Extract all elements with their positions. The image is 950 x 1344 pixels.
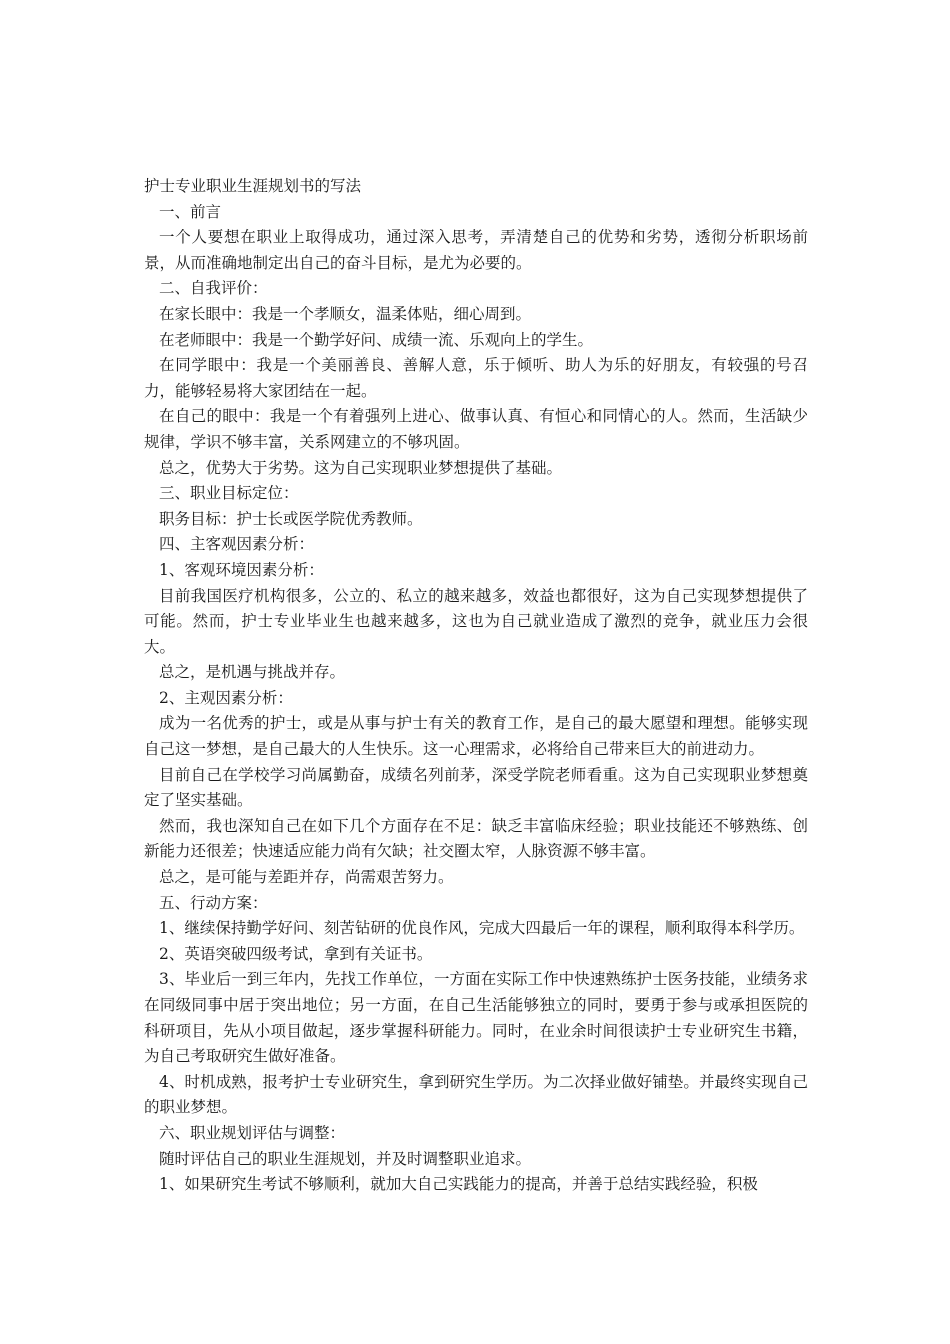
paragraph: 总之，是机遇与挑战并存。 [159, 663, 346, 682]
paragraph: 在同学眼中：我是一个美丽善良、善解人意，乐于倾听、助人为乐的好朋友，有较强的号召力，能够轻易将大家团结在一起。 [144, 356, 808, 400]
heading-evaluation: 六、职业规划评估与调整： [159, 1123, 346, 1142]
list-item: 3、毕业后一到三年内，先找工作单位，一方面在实际工作中快速熟练护士医务技能，业绩务求在同级同事中居于突出地位；另一方面，在自己生活能够独立的同时，要勇于参与或承担医院的科研项目，先从小项目做起，逐步掌握科研能力。同时，在业余时间很读护士专业研究生书籍，为自己考取研究生做好准备。 [144, 970, 808, 1066]
paragraph: 成为一名优秀的护士，或是从事与护士有关的教育工作，是自己的最大愿望和理想。能够实现自己这一梦想，是自己最大的人生快乐。这一心理需求，必将给自己带来巨大的前进动力。 [144, 714, 808, 759]
list-item: 1、如果研究生考试不够顺利，就加大自己实践能力的提高，并善于总结实践经验，积极 [159, 1175, 758, 1194]
list-item: 4、时机成熟，报考护士专业研究生，拿到研究生学历。为二次择业做好铺垫。并最终实现自己的职业梦想。 [144, 1072, 808, 1117]
paragraph: 随时评估自己的职业生涯规划，并及时调整职业追求。 [159, 1149, 532, 1168]
document-page [144, 174, 808, 1198]
heading-self-evaluation: 二、自我评价： [159, 279, 268, 298]
subheading-subjective: 2、主观因素分析： [159, 688, 293, 707]
list-item: 2、英语突破四级考试，拿到有关证书。 [159, 944, 433, 963]
paragraph: 目前自己在学校学习尚属勤奋，成绩名列前茅，深受学院老师看重。这为自己实现职业梦想奠定了坚实基础。 [144, 765, 808, 810]
paragraph: 然而，我也深知自己在如下几个方面存在不足：缺乏丰富临床经验；职业技能还不够熟练、创新能力还很差；快速适应能力尚有欠缺；社交圈太窄，人脉资源不够丰富。 [144, 816, 808, 861]
paragraph: 在家长眼中：我是一个孝顺女，温柔体贴，细心周到。 [159, 304, 532, 323]
paragraph: 总之，是可能与差距并存，尚需艰苦努力。 [159, 868, 454, 887]
paragraph: 总之，优势大于劣势。这为自己实现职业梦想提供了基础。 [159, 458, 563, 477]
heading-preface: 一、前言 [159, 202, 222, 221]
heading-factor-analysis: 四、主客观因素分析： [159, 535, 315, 554]
paragraph: 职务目标：护士长或医学院优秀教师。 [159, 509, 423, 528]
heading-career-goal: 三、职业目标定位： [159, 484, 299, 503]
paragraph: 在自己的眼中：我是一个有着强列上进心、做事认真、有恒心和同情心的人。然而，生活缺少规律，学识不够丰富，关系网建立的不够巩固。 [144, 407, 808, 451]
heading-action-plan: 五、行动方案： [159, 893, 268, 912]
paragraph: 一个人要想在职业上取得成功，通过深入思考，弄清楚自己的优势和劣势，透彻分析职场前景，从而准确地制定出自己的奋斗目标，是尤为必要的。 [144, 228, 808, 272]
subheading-objective: 1、客观环境因素分析： [159, 560, 324, 579]
paragraph: 在老师眼中：我是一个勤学好问、成绩一流、乐观向上的学生。 [159, 330, 594, 349]
paragraph: 目前我国医疗机构很多，公立的、私立的越来越多，效益也都很好，这为自己实现梦想提供了可能。然而，护士专业毕业生也越来越多，这也为自己就业造成了激烈的竞争，就业压力会很大。 [144, 586, 808, 656]
document-title: 护士专业职业生涯规划书的写法 [144, 177, 362, 195]
list-item: 1、继续保持勤学好问、刻苦钻研的优良作风，完成大四最后一年的课程，顺利取得本科学历。 [159, 919, 805, 938]
